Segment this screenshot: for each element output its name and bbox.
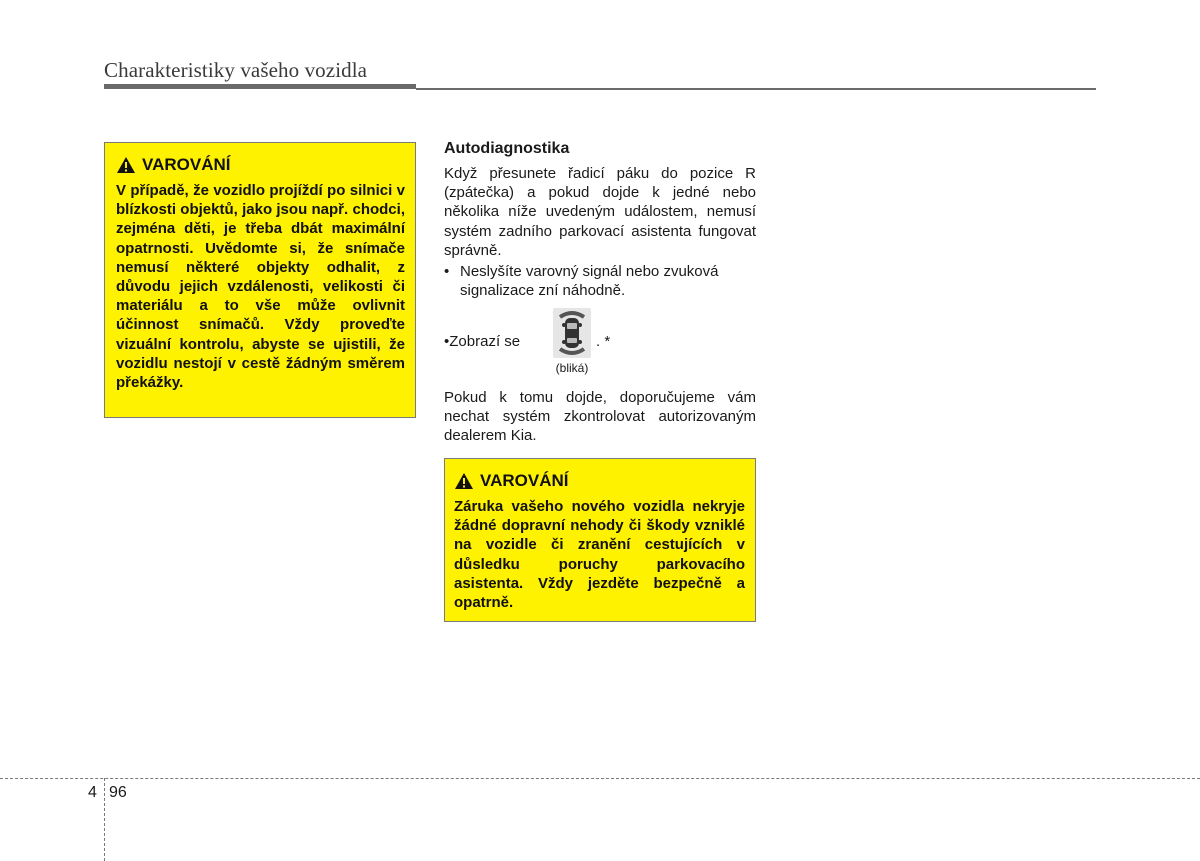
warning-text: V případě, že vozidlo projíždí po silnici v blízkosti objektů, jako jsou např. chodci, zejména děti, je třeba dbát maximální opatrnosti. Uvědomte si, že snímače nemusí některé objekty odhalit, z důvodu jejich vzdálenosti, velikosti či materiálu a to vše může ovlivnit účinnost snímačů. Vždy proveďte vizuální kontrolu, abyste se ujistili, že vozidlu nestojí v cestě žádným směrem překážky. bbox=[116, 182, 405, 392]
header-rule-thin bbox=[416, 88, 1096, 90]
header-rule-thick bbox=[104, 84, 416, 89]
bullet-dot: • bbox=[444, 263, 450, 280]
bullet-prefix: Zobrazí se bbox=[449, 333, 521, 350]
section-heading: Autodiagnostika bbox=[444, 140, 570, 157]
warning-triangle-icon bbox=[454, 472, 474, 490]
bullet-dot: • bbox=[444, 333, 450, 350]
warning-title: VAROVÁNÍ bbox=[480, 471, 569, 490]
page-number: 96 bbox=[109, 784, 127, 801]
bullet-text: Neslyšíte varovný signál nebo zvuková signalizace zní náhodně. bbox=[460, 263, 719, 300]
warning-header bbox=[454, 471, 745, 491]
list-item bbox=[444, 308, 756, 380]
warning-text: Záruka vašeho nového vozidla nekryje žádné dopravní nehody či škody vzniklé na vozidle či zranění cestujících v důsledku poruchy parkovacího asistenta. Vždy jezděte bezpečně a opatrně. bbox=[454, 498, 745, 612]
page-header-title: Charakteristiky vašeho vozidla bbox=[104, 58, 368, 82]
footer-rule bbox=[0, 778, 1200, 779]
footer-vertical-rule bbox=[104, 778, 105, 861]
warning-box-left bbox=[104, 142, 416, 418]
parking-sensor-display-icon bbox=[553, 308, 591, 358]
bullet-suffix: . * bbox=[596, 333, 611, 350]
list-item bbox=[444, 262, 756, 300]
warning-triangle-icon bbox=[116, 156, 136, 174]
intro-paragraph: Když přesunete řadicí páku do pozice R (zpátečka) a pokud dojde k jedné nebo několika níže uvedeným událostem, nemusí systém zadního parkovací asistenta fungovat správně. bbox=[444, 165, 756, 259]
parking-sensor-indicator bbox=[549, 308, 595, 378]
warning-box-right bbox=[444, 458, 756, 622]
warning-header bbox=[116, 155, 405, 175]
chapter-number: 4 bbox=[88, 784, 97, 801]
outro-paragraph: Pokud k tomu dojde, doporučujeme vám nechat systém zkontrolovat autorizovaným dealerem Kia. bbox=[444, 389, 756, 445]
icon-caption: (bliká) bbox=[555, 361, 589, 375]
warning-title: VAROVÁNÍ bbox=[142, 155, 231, 174]
